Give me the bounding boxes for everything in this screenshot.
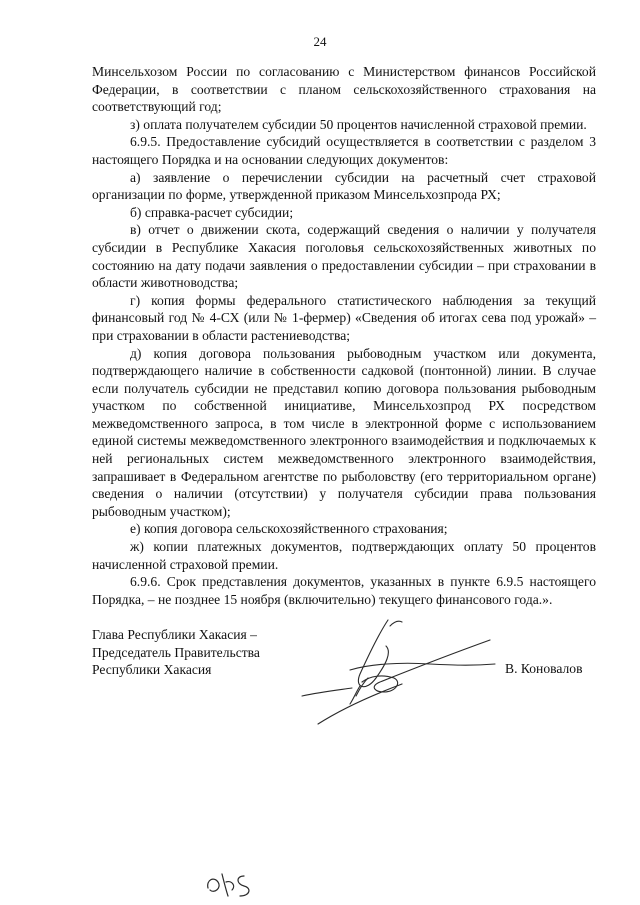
paragraph: Минсельхозом России по согласованию с Министерством финансов Российской Федерации, в соответствии с планом сельскохозяйственного страхования на соответствующий год; xyxy=(92,64,596,115)
paragraph: е) копия договора сельскохозяйственного страхования; xyxy=(130,521,448,537)
page-number: 24 xyxy=(313,34,327,49)
handwritten-note xyxy=(200,866,270,902)
paragraph: ж) копии платежных документов, подтверждающих оплату 50 процентов начисленной страховой премии. xyxy=(92,539,596,572)
signatory-title-line: Председатель Правительства xyxy=(92,644,260,660)
paragraph: 6.9.6. Срок представления документов, указанных в пункте 6.9.5 настоящего Порядка, – не позднее 15 ноября (включительно) текущего финансового года.». xyxy=(92,574,596,607)
paragraph: в) отчет о движении скота, содержащий сведения о наличии у получателя субсидии в Республике Хакасия поголовья сельскохозяйственных животных по состоянию на дату подачи заявления о предоставлении субсидии – при страховании в области животноводства; xyxy=(92,222,596,291)
signatory-title-line: Глава Республики Хакасия – xyxy=(92,627,257,642)
paragraph: а) заявление о перечислении субсидии на расчетный счет страховой организации по форме, утвержденной приказом Минсельхозпрода РХ; xyxy=(92,169,596,203)
handwritten-signature xyxy=(290,612,510,732)
signatory-title-line: Республики Хакасия xyxy=(92,662,212,678)
paragraph: г) копия формы федерального статистического наблюдения за текущий финансовый год № 4-СХ (или № 1-фермер) «Сведения об итогах сева под урожай» – при страховании в области растениеводства; xyxy=(92,292,596,343)
document-body xyxy=(92,63,596,608)
paragraph: з) оплата получателем субсидии 50 процентов начисленной страховой премии. xyxy=(130,116,587,132)
paragraph: 6.9.5. Предоставление субсидий осуществляется в соответствии с разделом 3 настоящего Порядка и на основании следующих документов: xyxy=(92,134,596,167)
signatory-title xyxy=(92,626,260,679)
paragraph: д) копия договора пользования рыбоводным участком или документа, подтверждающего наличие в собственности садковой (понтонной) линии. В случае если получатель субсидии не представил копию договора пользования рыбоводным участком по собственной инициативе, Минсельхозпрод РХ посредством межведомственного запроса, в том числе в электронной форме с использованием единой системы межведомственного электронного взаимодействия и подключаемых к ней региональных систем межведомственного электронного взаимодействия, запрашивает в Федеральном агентстве по рыболовству (его территориальном органе) сведения о наличии (отсутствии) у получателя субсидии права пользования рыбоводным участком); xyxy=(92,345,596,519)
paragraph: б) справка-расчет субсидии; xyxy=(130,204,294,220)
signatory-name: В. Коновалов xyxy=(505,661,583,676)
